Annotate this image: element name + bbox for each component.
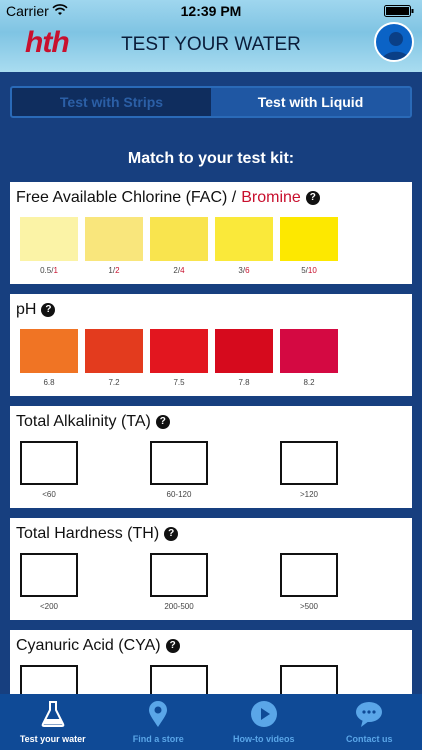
th-range-label: <200 — [39, 602, 59, 611]
help-icon[interactable]: ? — [164, 527, 178, 541]
separator: / — [112, 266, 116, 275]
fac-card — [10, 182, 412, 284]
ph-color-swatch[interactable] — [280, 329, 338, 373]
bromine-value: 6 — [245, 266, 250, 275]
fac-value: 3 — [238, 266, 243, 275]
bromine-value: 1 — [53, 266, 58, 275]
tab-label: Contact us — [345, 734, 393, 744]
th-title-text: Total Hardness (TH) — [16, 525, 160, 542]
ph-color-swatch[interactable] — [150, 329, 208, 373]
ph-swatch-label: 8.2 — [303, 378, 315, 387]
th-card — [10, 518, 412, 620]
tab-label: How-to videos — [232, 734, 295, 744]
ta-range-box[interactable] — [150, 441, 208, 485]
fac-swatch-label — [85, 266, 143, 275]
help-icon[interactable]: ? — [306, 191, 320, 205]
ph-swatch-label: 7.5 — [173, 378, 185, 387]
ta-card — [10, 406, 412, 508]
fac-swatch-label — [215, 266, 273, 275]
ta-title-text: Total Alkalinity (TA) — [16, 413, 151, 430]
separator: / — [305, 266, 308, 275]
th-title — [16, 525, 178, 543]
separator: / — [177, 266, 181, 275]
fac-swatch-label — [150, 266, 208, 275]
bromine-value: 4 — [180, 266, 185, 275]
ph-title — [16, 301, 55, 319]
ph-color-swatch[interactable] — [85, 329, 143, 373]
status-bar — [0, 0, 422, 22]
ta-range-box[interactable] — [280, 441, 338, 485]
ph-card — [10, 294, 412, 396]
ph-color-swatch[interactable] — [20, 329, 78, 373]
carrier-label: Carrier — [6, 3, 49, 19]
bromine-value: 2 — [115, 266, 120, 275]
cya-range-box[interactable] — [280, 665, 338, 694]
tab-label: Find a store — [132, 734, 184, 744]
tab-find-a-store[interactable] — [106, 694, 212, 750]
separator: / — [51, 266, 54, 275]
help-icon[interactable]: ? — [156, 415, 170, 429]
fac-value: 5 — [301, 266, 306, 275]
section-heading: Match to your test kit: — [127, 150, 295, 167]
battery-icon — [384, 5, 414, 17]
th-range-label: 200-500 — [164, 602, 194, 611]
ta-range-label: <60 — [42, 490, 56, 499]
play-icon — [250, 700, 278, 728]
hth-logo[interactable]: hth — [25, 26, 69, 59]
cya-card — [10, 630, 412, 694]
tab-test-your-water[interactable] — [0, 694, 106, 750]
fac-value: 0.5 — [40, 266, 52, 275]
header — [0, 0, 422, 72]
tab-label: Test your water — [19, 734, 86, 744]
tab-test-with-strips[interactable]: Test with Strips — [59, 94, 164, 110]
test-method-segmented-control — [10, 86, 412, 118]
fac-title-text: Free Available Chlorine (FAC) / — [16, 189, 237, 206]
help-icon[interactable]: ? — [166, 639, 180, 653]
profile-avatar-button[interactable] — [374, 22, 414, 62]
cya-title — [16, 637, 180, 655]
bromine-label: Bromine — [241, 189, 301, 206]
user-icon — [376, 24, 414, 62]
fac-title — [16, 189, 320, 207]
ph-swatch-label: 7.8 — [238, 378, 250, 387]
cya-title-text: Cyanuric Acid (CYA) — [16, 637, 161, 654]
fac-color-swatch[interactable] — [215, 217, 273, 261]
ph-color-swatch[interactable] — [215, 329, 273, 373]
th-range-box[interactable] — [20, 553, 78, 597]
th-range-label: >500 — [299, 602, 319, 611]
bromine-value: 10 — [307, 266, 317, 275]
bottom-tab-bar — [0, 694, 422, 750]
ta-range-label: >120 — [299, 490, 319, 499]
tab-contact-us[interactable] — [317, 694, 422, 750]
fac-swatch-label — [280, 266, 338, 275]
fac-value: 2 — [173, 266, 178, 275]
ta-title — [16, 413, 170, 431]
fac-color-swatch[interactable] — [85, 217, 143, 261]
tab-how-to-videos[interactable] — [211, 694, 317, 750]
map-pin-icon — [144, 700, 172, 728]
flask-icon — [39, 700, 67, 728]
page-title: TEST YOUR WATER — [121, 34, 301, 55]
ta-range-label: 60-120 — [166, 490, 192, 499]
ph-swatch-label: 6.8 — [43, 378, 55, 387]
tab-test-with-liquid[interactable]: Test with Liquid — [211, 88, 410, 116]
ph-title-text: pH — [16, 301, 37, 318]
ph-swatch-label: 7.2 — [108, 378, 120, 387]
fac-color-swatch[interactable] — [20, 217, 78, 261]
fac-color-swatch[interactable] — [150, 217, 208, 261]
separator: / — [242, 266, 246, 275]
fac-value: 1 — [108, 266, 113, 275]
fac-color-swatch[interactable] — [280, 217, 338, 261]
cya-range-box[interactable] — [150, 665, 208, 694]
ta-range-box[interactable] — [20, 441, 78, 485]
th-range-box[interactable] — [150, 553, 208, 597]
fac-swatch-label — [20, 266, 78, 275]
chat-bubble-icon — [355, 700, 383, 728]
th-range-box[interactable] — [280, 553, 338, 597]
help-icon[interactable]: ? — [41, 303, 55, 317]
clock: 12:39 PM — [180, 3, 242, 19]
cya-range-box[interactable] — [20, 665, 78, 694]
